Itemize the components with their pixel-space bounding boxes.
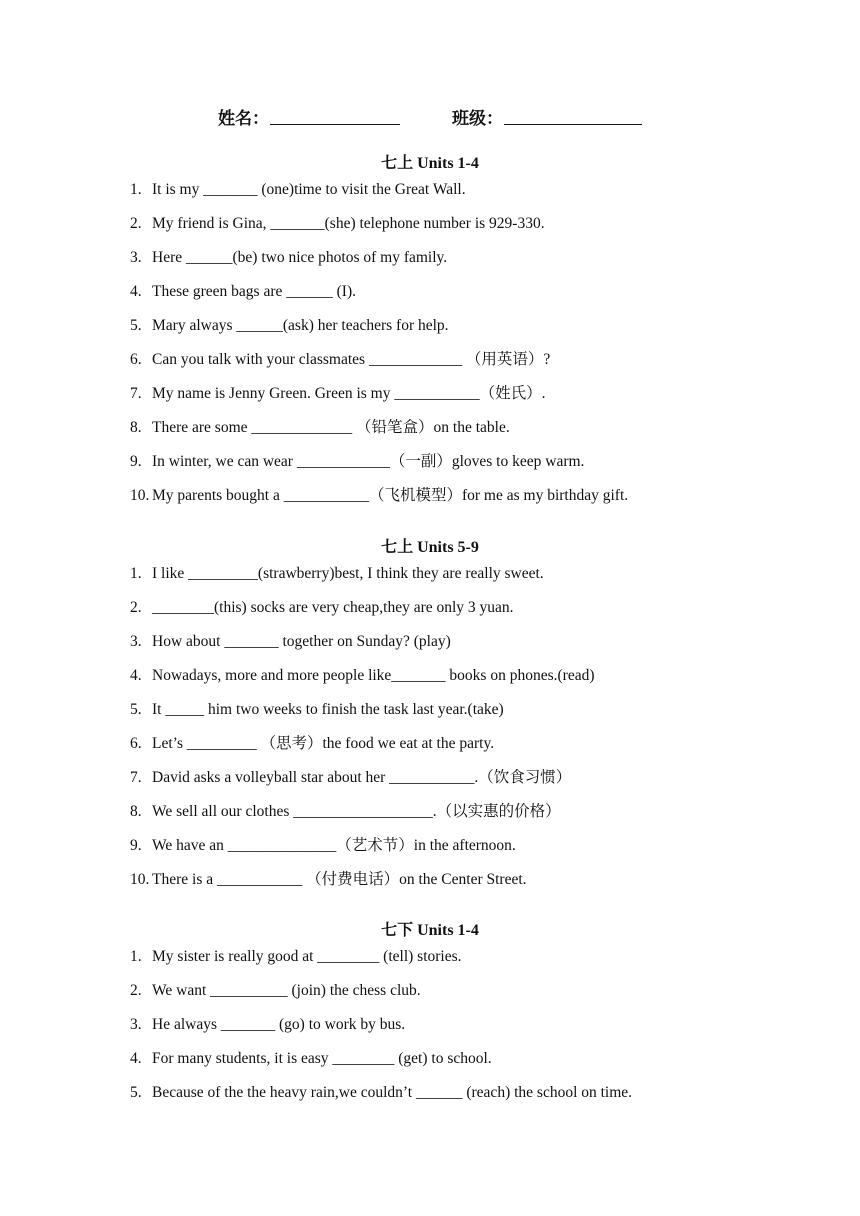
question-number: 3. bbox=[130, 633, 142, 650]
question-item bbox=[130, 1081, 830, 1105]
section-title: 七上 Units 1-4 bbox=[381, 155, 479, 172]
question-text: Mary always ______(ask) her teachers for help. bbox=[152, 317, 449, 334]
question-text: My name is Jenny Green. Green is my ___________（姓氏）. bbox=[152, 385, 546, 402]
question-item bbox=[130, 868, 830, 892]
question-number: 1. bbox=[130, 565, 142, 582]
question-item bbox=[130, 596, 830, 620]
question-item bbox=[130, 314, 830, 338]
question-number: 4. bbox=[130, 1050, 142, 1067]
question-item bbox=[130, 382, 830, 406]
question-item bbox=[130, 945, 830, 969]
question-text: ________(this) socks are very cheap,they are only 3 yuan. bbox=[152, 599, 514, 616]
question-item bbox=[130, 732, 830, 756]
question-item bbox=[130, 766, 830, 790]
question-text: In winter, we can wear ____________（一副）gloves to keep warm. bbox=[152, 453, 585, 470]
question-number: 4. bbox=[130, 283, 142, 300]
question-text: For many students, it is easy ________ (get) to school. bbox=[152, 1050, 492, 1067]
question-item bbox=[130, 979, 830, 1003]
question-text: My friend is Gina, _______(she) telephone number is 929-330. bbox=[152, 215, 545, 232]
question-number: 8. bbox=[130, 803, 142, 820]
question-number: 1. bbox=[130, 948, 142, 965]
question-text: We sell all our clothes __________________.（以实惠的价格） bbox=[152, 803, 561, 820]
section-title: 七下 Units 1-4 bbox=[381, 922, 479, 939]
question-text: There is a ___________ （付费电话）on the Center Street. bbox=[152, 871, 527, 888]
question-item bbox=[130, 1047, 830, 1071]
question-text: I like _________(strawberry)best, I think they are really sweet. bbox=[152, 565, 544, 582]
question-item bbox=[130, 1013, 830, 1037]
question-number: 5. bbox=[130, 1084, 142, 1101]
question-item bbox=[130, 280, 830, 304]
question-item bbox=[130, 484, 830, 508]
question-item bbox=[130, 348, 830, 372]
question-text: Let’s _________ （思考）the food we eat at the party. bbox=[152, 735, 495, 752]
question-item bbox=[130, 664, 830, 688]
question-text: There are some _____________ （铅笔盒）on the table. bbox=[152, 419, 510, 436]
question-text: My sister is really good at ________ (tell) stories. bbox=[152, 948, 462, 965]
question-text: Nowadays, more and more people like_______ books on phones.(read) bbox=[152, 667, 595, 684]
section-title: 七上 Units 5-9 bbox=[381, 539, 479, 556]
question-number: 2. bbox=[130, 215, 142, 232]
name-blank-line bbox=[270, 124, 400, 125]
question-number: 9. bbox=[130, 453, 142, 470]
question-item bbox=[130, 698, 830, 722]
name-label: 姓名： bbox=[218, 109, 269, 128]
question-item bbox=[130, 450, 830, 474]
question-item bbox=[130, 562, 830, 586]
question-text: Can you talk with your classmates ____________ （用英语）? bbox=[152, 351, 551, 368]
question-number: 7. bbox=[130, 385, 142, 402]
question-text: How about _______ together on Sunday? (play) bbox=[152, 633, 451, 650]
question-number: 3. bbox=[130, 249, 142, 266]
question-number: 2. bbox=[130, 982, 142, 999]
question-text: Because of the the heavy rain,we couldn’t ______ (reach) the school on time. bbox=[152, 1084, 633, 1101]
question-number: 6. bbox=[130, 351, 142, 368]
question-number: 3. bbox=[130, 1016, 142, 1033]
question-text: He always _______ (go) to work by bus. bbox=[152, 1016, 406, 1033]
question-text: It _____ him two weeks to finish the task last year.(take) bbox=[152, 701, 504, 718]
question-item bbox=[130, 178, 830, 202]
question-text: My parents bought a ___________（飞机模型）for me as my birthday gift. bbox=[152, 487, 629, 504]
question-number: 2. bbox=[130, 599, 142, 616]
question-number: 9. bbox=[130, 837, 142, 854]
question-item bbox=[130, 246, 830, 270]
class-label: 班级： bbox=[452, 109, 503, 128]
question-text: David asks a volleyball star about her ___________.（饮食习惯） bbox=[152, 769, 572, 786]
question-number: 5. bbox=[130, 317, 142, 334]
question-text: These green bags are ______ (I). bbox=[152, 283, 356, 300]
question-text: We want __________ (join) the chess club. bbox=[152, 982, 421, 999]
question-number: 10. bbox=[130, 871, 150, 888]
question-number: 6. bbox=[130, 735, 142, 752]
class-blank-line bbox=[504, 124, 642, 125]
question-text: We have an ______________（艺术节）in the afternoon. bbox=[152, 837, 516, 854]
question-item bbox=[130, 834, 830, 858]
question-number: 8. bbox=[130, 419, 142, 436]
question-item bbox=[130, 416, 830, 440]
question-number: 5. bbox=[130, 701, 142, 718]
question-text: It is my _______ (one)time to visit the Great Wall. bbox=[152, 181, 466, 198]
question-text: Here ______(be) two nice photos of my family. bbox=[152, 249, 448, 266]
question-number: 4. bbox=[130, 667, 142, 684]
question-item bbox=[130, 212, 830, 236]
question-item bbox=[130, 630, 830, 654]
question-number: 7. bbox=[130, 769, 142, 786]
question-number: 1. bbox=[130, 181, 142, 198]
question-item bbox=[130, 800, 830, 824]
question-number: 10. bbox=[130, 487, 150, 504]
